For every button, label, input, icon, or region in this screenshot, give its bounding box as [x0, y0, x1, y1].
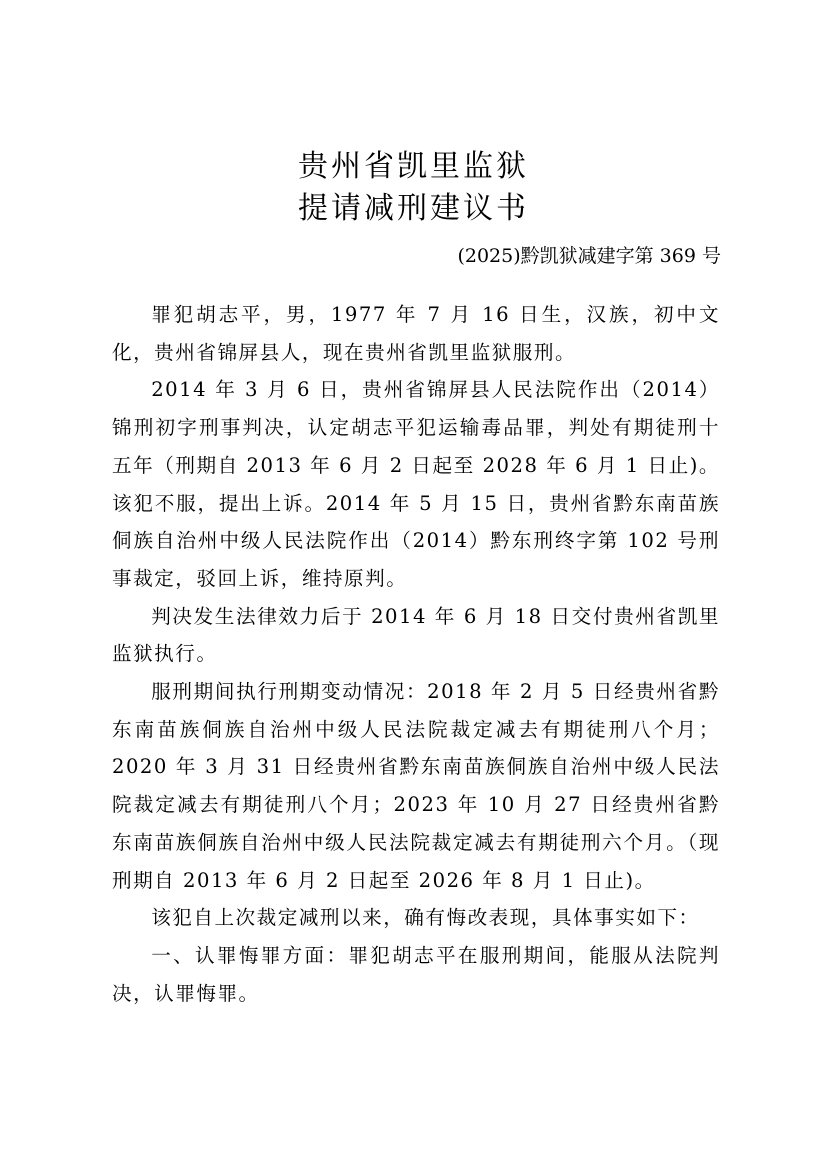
title-line-1: 贵州省凯里监狱: [298, 149, 529, 184]
paragraph-sentence-changes: 服刑期间执行刑期变动情况：2018 年 2 月 5 日经贵州省黔东南苗族侗族自治州中级人民法院裁定减去有期徒刑八个月；2020 年 3 月 31 日经贵州省黔东南苗族侗族自治州中级人民法院裁定减去有期徒刑八个月；2023 年 10 月 27 日经贵州省黔东南苗族侗族自治州中级人民法院裁定减去有期徒刑六个月。（现刑期自 2013 年 6 月 2 日起至 2026 年 8 月 1 日止)。: [112, 680, 720, 892]
document-title: [0, 146, 827, 230]
paragraph-repentance-intro: 该犯自上次裁定减刑以来，确有悔改表现，具体事实如下：: [151, 906, 700, 930]
document-body: [112, 296, 720, 1012]
paragraph-section-one: 一、认罪悔罪方面：罪犯胡志平在服刑期间，能服从法院判决，认罪悔罪。: [112, 943, 720, 1005]
paragraph-criminal-info: 罪犯胡志平，男，1977 年 7 月 16 日生，汉族，初中文化，贵州省锦屏县人，现在贵州省凯里监狱服刑。: [112, 303, 720, 364]
paragraph-original-judgment: 2014 年 3 月 6 日，贵州省锦屏县人民法院作出（2014）锦刑初字刑事判决，认定胡志平犯运输毒品罪，判处有期徒刑十五年（刑期自 2013 年 6 月 2 日起至 2028 年 6 月 1 日止)。该犯不服，提出上诉。2014 年 5 月 15 日，贵州省黔东南苗族侗族自治州中级人民法院作出（2014）黔东刑终字第 102 号刑事裁定，驳回上诉，维持原判。: [112, 378, 720, 590]
paragraph-execution: 判决发生法律效力后于 2014 年 6 月 18 日交付贵州省凯里监狱执行。: [112, 604, 720, 666]
title-line-2: 提请减刑建议书: [298, 191, 529, 226]
document-number: (2025)黔凯狱减建字第 369 号: [457, 245, 721, 267]
